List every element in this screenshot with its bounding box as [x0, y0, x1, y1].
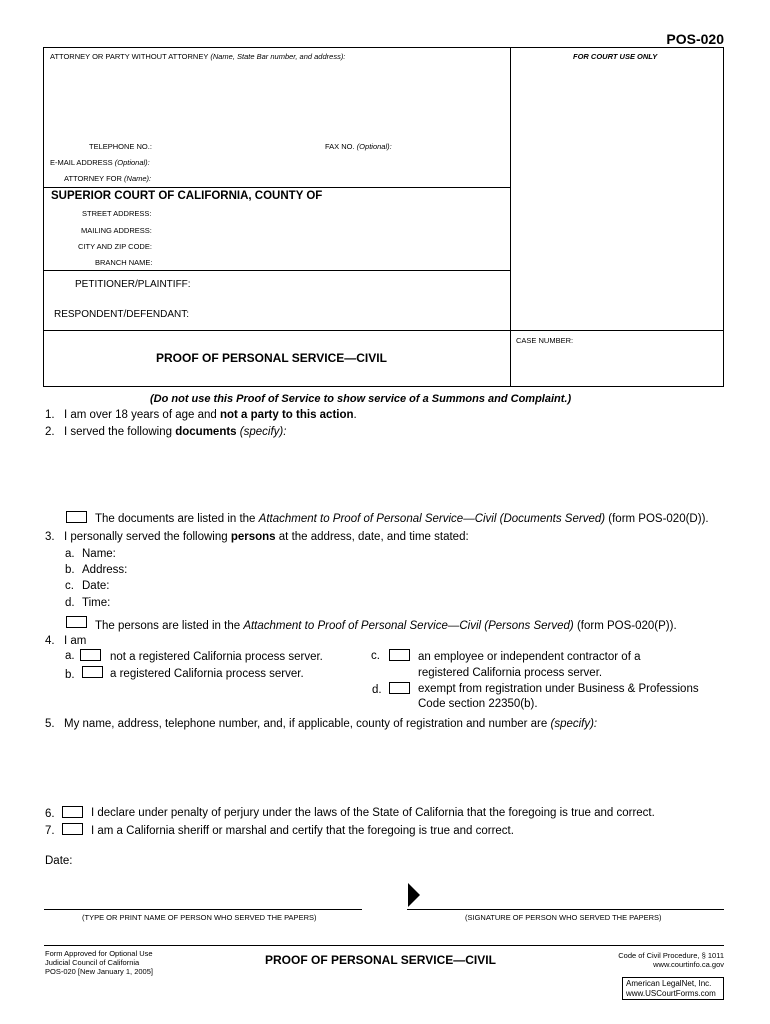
documents-attachment-pre: The documents are listed in the	[95, 513, 259, 525]
attorney-for-label-note: (Name):	[124, 174, 152, 183]
item-4b-checkbox[interactable]	[82, 666, 103, 678]
item-4d-line1: exempt from registration under Business & Professions	[418, 683, 699, 695]
court-title: SUPERIOR COURT OF CALIFORNIA, COUNTY OF	[51, 190, 323, 202]
item-4c-line1: an employee or independent contractor of a	[418, 651, 641, 663]
item-3a-label: Name:	[82, 548, 116, 560]
item-1-pre: I am over 18 years of age and	[64, 409, 220, 421]
item-3-pre: I personally served the following	[64, 531, 231, 543]
persons-attachment-pre: The persons are listed in the	[95, 620, 244, 632]
attorney-for-label	[64, 174, 151, 183]
telephone-label: TELEPHONE NO.:	[89, 142, 152, 151]
respondent-label: RESPONDENT/DEFENDANT:	[54, 309, 190, 320]
persons-attachment-post: (form POS-020(P)).	[573, 620, 677, 632]
item-3-text	[64, 531, 469, 543]
item-5-italic: (specify):	[550, 718, 598, 730]
signature-caption: (SIGNATURE OF PERSON WHO SERVED THE PAPERS)	[465, 913, 662, 922]
item-4d-checkbox[interactable]	[389, 682, 410, 694]
attorney-label	[50, 52, 345, 61]
item-6-number: 6.	[45, 808, 55, 820]
item-4a-letter: a.	[65, 650, 75, 662]
court-section-divider	[43, 270, 511, 271]
city-zip-label: CITY AND ZIP CODE:	[78, 242, 152, 251]
footer-right-line1: Code of Civil Procedure, § 1011	[618, 951, 724, 960]
item-4d-line2: Code section 22350(b).	[418, 698, 538, 710]
attorney-section-divider	[43, 187, 511, 188]
signature-line	[407, 909, 724, 910]
item-3-bold: persons	[230, 531, 276, 543]
footer-rule	[44, 945, 724, 946]
item-4-number: 4.	[45, 635, 55, 647]
street-address-label: STREET ADDRESS:	[82, 209, 152, 218]
name-caption: (TYPE OR PRINT NAME OF PERSON WHO SERVED THE PAPERS)	[82, 913, 317, 922]
item-7-checkbox[interactable]	[62, 823, 83, 835]
footer-left-line3: POS-020 [New January 1, 2005]	[45, 967, 153, 976]
mailing-address-label: MAILING ADDRESS:	[81, 226, 152, 235]
form-title: PROOF OF PERSONAL SERVICE—CIVIL	[156, 351, 387, 365]
date-label: Date:	[45, 855, 73, 867]
item-4c-checkbox[interactable]	[389, 649, 410, 661]
footer-title: PROOF OF PERSONAL SERVICE—CIVIL	[265, 953, 496, 967]
documents-attachment-text	[95, 513, 709, 525]
item-7-text: I am a California sheriff or marshal and certify that the foregoing is true and correct.	[91, 825, 514, 837]
item-4c-line2: registered California process server.	[418, 667, 603, 679]
item-4a-text: not a registered California process server.	[110, 651, 323, 663]
documents-attachment-checkbox[interactable]	[66, 511, 87, 523]
form-number: POS-020	[666, 31, 724, 47]
item-3a-letter: a.	[65, 548, 75, 560]
item-6-text: I declare under penalty of perjury under the laws of the State of California that the foregoing is true and correct.	[91, 807, 655, 819]
item-5-text	[64, 718, 597, 730]
branch-name-label: BRANCH NAME:	[95, 258, 153, 267]
court-use-divider	[510, 47, 511, 387]
item-3c-label: Date:	[82, 580, 110, 592]
item-4b-text: a registered California process server.	[110, 668, 304, 680]
item-4d-letter: d.	[372, 684, 382, 696]
item-3b-letter: b.	[65, 564, 75, 576]
attorney-label-note: (Name, State Bar number, and address):	[210, 52, 346, 61]
fax-label-note: (Optional):	[356, 142, 392, 151]
case-number-label: CASE NUMBER:	[516, 336, 574, 345]
item-3d-label: Time:	[82, 597, 111, 609]
warning-text: (Do not use this Proof of Service to show service of a Summons and Complaint.)	[150, 393, 572, 405]
item-2-bold: documents	[175, 426, 237, 438]
publisher-line1: American LegalNet, Inc.	[626, 979, 712, 988]
court-use-label: FOR COURT USE ONLY	[573, 52, 658, 61]
item-5-pre: My name, address, telephone number, and, if applicable, county of registration and number are	[64, 718, 551, 730]
parties-section-divider	[43, 330, 724, 331]
item-4c-letter: c.	[371, 650, 380, 662]
documents-attachment-post: (form POS-020(D)).	[605, 513, 709, 525]
petitioner-label: PETITIONER/PLAINTIFF:	[75, 279, 191, 290]
item-1-post: .	[353, 409, 357, 421]
footer-left-line2: Judicial Council of California	[45, 958, 140, 967]
footer-right-line2: www.courtinfo.ca.gov	[653, 960, 724, 969]
item-2-italic: (specify):	[236, 426, 287, 438]
email-label	[50, 158, 150, 167]
item-3d-letter: d.	[65, 597, 75, 609]
item-4b-letter: b.	[65, 669, 75, 681]
name-line	[44, 909, 362, 910]
signature-arrow-icon	[408, 883, 420, 907]
persons-attachment-text	[95, 620, 677, 632]
item-1-text	[64, 409, 357, 421]
email-label-text: E-MAIL ADDRESS	[50, 158, 113, 167]
item-3b-label: Address:	[82, 564, 128, 576]
documents-attachment-italic: Attachment to Proof of Personal Service—Civil (Documents Served)	[258, 513, 606, 525]
item-2-text	[64, 426, 286, 438]
fax-label	[325, 142, 392, 151]
attorney-label-text: ATTORNEY OR PARTY WITHOUT ATTORNEY	[50, 52, 209, 61]
email-label-note: (Optional):	[114, 158, 150, 167]
persons-attachment-italic: Attachment to Proof of Personal Service—Civil (Persons Served)	[243, 620, 574, 632]
fax-label-text: FAX NO.	[325, 142, 355, 151]
item-5-number: 5.	[45, 718, 55, 730]
item-3-post: at the address, date, and time stated:	[275, 531, 469, 543]
item-7-number: 7.	[45, 825, 55, 837]
attorney-for-label-text: ATTORNEY FOR	[64, 174, 122, 183]
item-1-bold: not a party to this action	[219, 409, 354, 421]
item-3-number: 3.	[45, 531, 55, 543]
item-2-number: 2.	[45, 426, 55, 438]
persons-attachment-checkbox[interactable]	[66, 616, 87, 628]
item-6-checkbox[interactable]	[62, 806, 83, 818]
publisher-line2: www.USCourtForms.com	[626, 989, 716, 998]
item-2-pre: I served the following	[64, 426, 176, 438]
item-3c-letter: c.	[65, 580, 74, 592]
item-1-number: 1.	[45, 409, 55, 421]
item-4-label: I am	[64, 635, 87, 647]
item-4a-checkbox[interactable]	[80, 649, 101, 661]
footer-left-line1: Form Approved for Optional Use	[45, 949, 153, 958]
